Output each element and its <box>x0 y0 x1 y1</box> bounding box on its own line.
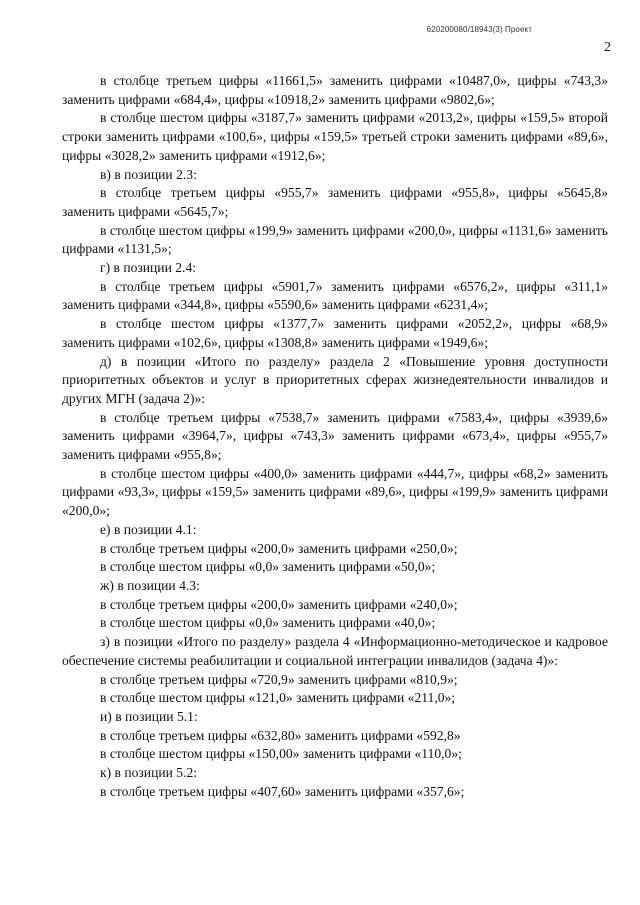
paragraph: в столбце третьем цифры «5901,7» заменить цифрами «6576,2», цифры «311,1» заменить цифрами «344,8», цифры «5590,6» заменить цифрами «6231,4»; <box>62 278 608 313</box>
paragraph: в столбце третьем цифры «407,60» заменить цифрами «357,6»; <box>100 783 465 799</box>
paragraph: в столбце шестом цифры «400,0» заменить цифрами «444,7», цифры «68,2» заменить цифрами «93,3», цифры «159,5» заменить цифрами «89,6», цифры «199,9» заменить цифрами «200,0»; <box>62 465 608 519</box>
paragraph: в столбце шестом цифры «0,0» заменить цифрами «40,0»; <box>100 615 436 631</box>
paragraph: в столбце шестом цифры «199,9» заменить цифрами «200,0», цифры «1131,6» заменить цифрами «1131,5»; <box>62 222 608 257</box>
list-item-heading: г) в позиции 2.4: <box>100 260 197 276</box>
paragraph: в столбце шестом цифры «3187,7» заменить цифрами «2013,2», цифры «159,5» второй строки заменить цифрами «100,6», цифры «159,5» третьей строки заменить цифрами «89,6», цифры «3028,2» заменить цифрами «1912,6»; <box>62 110 608 163</box>
paragraph: в столбце третьем цифры «200,0» заменить цифрами «250,0»; <box>100 540 458 556</box>
document-body <box>62 72 608 801</box>
paragraph: в столбце шестом цифры «0,0» заменить цифрами «50,0»; <box>100 559 436 575</box>
list-item-heading: к) в позиции 5.2: <box>100 765 198 781</box>
paragraph: в столбце шестом цифры «150,00» заменить цифрами «110,0»; <box>100 746 462 762</box>
paragraph: в столбце шестом цифры «1377,7» заменить цифрами «2052,2», цифры «68,9» заменить цифрами «102,6», цифры «1308,8» заменить цифрами «1949,6»; <box>62 316 608 350</box>
list-item-heading: в) в позиции 2.3: <box>100 166 197 182</box>
list-item-heading: з) в позиции «Итого по разделу» раздела 4 «Информационно-методическое и кадровое обеспечение системы реабилитации и социальной интеграции инвалидов (задача 4)»: <box>62 634 608 668</box>
document-code: 620200080/18943(3) Проект <box>426 25 532 34</box>
page-number: 2 <box>604 40 611 55</box>
list-item-heading: ж) в позиции 4.3: <box>100 577 200 593</box>
list-item-heading: е) в позиции 4.1: <box>100 521 197 537</box>
paragraph: в столбце третьем цифры «720,9» заменить цифрами «810,9»; <box>100 671 458 687</box>
list-item-heading: и) в позиции 5.1: <box>100 708 198 724</box>
paragraph: в столбце третьем цифры «11661,5» заменить цифрами «10487,0», цифры «743,3» заменить цифрами «684,4», цифры «10918,2» заменить цифрами «9802,6»; <box>62 73 608 107</box>
paragraph: в столбце третьем цифры «955,7» заменить цифрами «955,8», цифры «5645,8» заменить цифрами «5645,7»; <box>62 185 608 219</box>
list-item-heading: д) в позиции «Итого по разделу» раздела 2 «Повышение уровня доступности приоритетных объектов и услуг в приоритетных сферах жизнедеятельности инвалидов и других МГН (задача 2)»: <box>62 353 608 406</box>
paragraph: в столбце третьем цифры «632,80» заменить цифрами «592,8» <box>100 727 461 743</box>
paragraph: в столбце третьем цифры «7538,7» заменить цифрами «7583,4», цифры «3939,6» заменить цифрами «3964,7», цифры «743,3» заменить цифрами «673,4», цифры «955,7» заменить цифрами «955,8»; <box>62 409 608 463</box>
paragraph: в столбце шестом цифры «121,0» заменить цифрами «211,0»; <box>100 690 456 706</box>
paragraph: в столбце третьем цифры «200,0» заменить цифрами «240,0»; <box>100 596 458 612</box>
